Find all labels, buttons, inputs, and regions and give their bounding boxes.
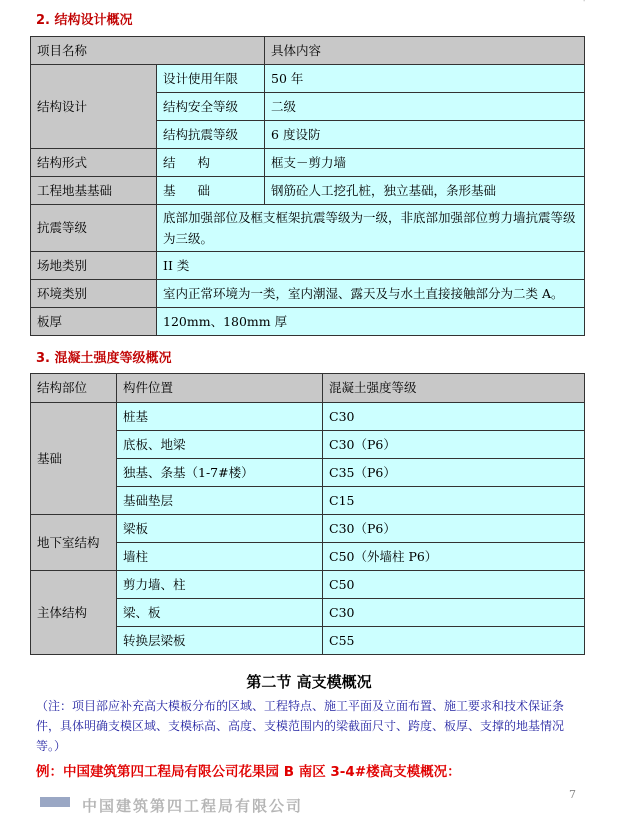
row-name-part: 基 (163, 182, 176, 198)
row-name-part: 构 (197, 154, 211, 170)
table-row (31, 177, 585, 205)
row-value: II 类 (157, 252, 585, 280)
note-paragraph: （注：项目部应补充高大模板分布的区域、工程特点、施工平面及立面布置、施工要求和技术保证条件，具体明确支模区域、支模标高、高度、支模范围内的梁截面尺寸、跨度、板厚、支撑的地基情况等。） (36, 699, 565, 753)
concrete-grade: C55 (323, 627, 585, 655)
header-project-name: 项目名称 (31, 37, 265, 65)
page-number: 7 (569, 788, 576, 801)
row-label-foundation: 工程地基基础 (31, 177, 157, 205)
table-row (31, 280, 585, 308)
table-row (31, 205, 585, 252)
structure-design-table (30, 36, 585, 336)
table-header-row (31, 37, 585, 65)
header-structure-part: 结构部位 (31, 374, 117, 403)
company-logo (40, 797, 70, 807)
row-name: 设计使用年限 (157, 65, 265, 93)
row-value: 框支－剪力墙 (265, 149, 585, 177)
row-label-environment: 环境类别 (31, 280, 157, 308)
component-position: 桩基 (117, 403, 323, 431)
row-label-structure-design: 结构设计 (31, 65, 157, 149)
table-row (31, 149, 585, 177)
row-name-part: 础 (197, 182, 211, 198)
table-row (31, 571, 585, 599)
row-value: 室内正常环境为一类，室内潮湿、露天及与水土直接接触部分为二类 A。 (157, 280, 585, 308)
table-row (31, 515, 585, 543)
concrete-grade: C30 (323, 599, 585, 627)
concrete-grade: C30（P6） (323, 431, 585, 459)
group-label-basement: 地下室结构 (31, 515, 117, 571)
row-value: 钢筋砼人工挖孔桩，独立基础，条形基础 (265, 177, 585, 205)
row-name: 结构安全等级 (157, 93, 265, 121)
table-row (31, 308, 585, 336)
table-row (31, 403, 585, 431)
row-value: 二级 (265, 93, 585, 121)
row-name (157, 149, 265, 177)
component-position: 底板、地梁 (117, 431, 323, 459)
concrete-grade: C15 (323, 487, 585, 515)
group-label-main-structure: 主体结构 (31, 571, 117, 655)
concrete-grade: C35（P6） (323, 459, 585, 487)
row-label-structure-form: 结构形式 (31, 149, 157, 177)
section-2-title: 2. 结构设计概况 (36, 13, 133, 28)
concrete-grade: C30 (323, 403, 585, 431)
example-heading: 例：中国建筑第四工程局有限公司花果园 B 南区 3-4#楼高支模概况： (36, 764, 461, 780)
concrete-grade: C50 (323, 571, 585, 599)
component-position: 独基、条基（1-7#楼） (117, 459, 323, 487)
footer-company-name: 中国建筑第四工程局有限公司 (82, 797, 304, 815)
group-label-foundation: 基础 (31, 403, 117, 515)
section-heading: 第二节 高支模概况 (246, 673, 372, 691)
component-position: 梁板 (117, 515, 323, 543)
component-position: 梁、板 (117, 599, 323, 627)
row-value: 50 年 (265, 65, 585, 93)
row-value: 6 度设防 (265, 121, 585, 149)
concrete-grade: C50（外墙柱 P6） (323, 543, 585, 571)
row-value: 120mm、180mm 厚 (157, 308, 585, 336)
table-row (31, 65, 585, 93)
row-value: 底部加强部位及框支框架抗震等级为一级，非底部加强部位剪力墙抗震等级为三级。 (157, 205, 585, 252)
row-label-slab: 板厚 (31, 308, 157, 336)
component-position: 基础垫层 (117, 487, 323, 515)
concrete-grade: C30（P6） (323, 515, 585, 543)
table-row (31, 252, 585, 280)
section-3-title: 3. 混凝土强度等级概况 (36, 351, 172, 366)
component-position: 墙柱 (117, 543, 323, 571)
corner-mark: ' (583, 0, 586, 7)
row-label-site: 场地类别 (31, 252, 157, 280)
row-name: 结构抗震等级 (157, 121, 265, 149)
header-concrete-grade: 混凝土强度等级 (323, 374, 585, 403)
header-content: 具体内容 (265, 37, 585, 65)
row-name-part: 结 (163, 154, 176, 170)
header-component-position: 构件位置 (117, 374, 323, 403)
component-position: 转换层梁板 (117, 627, 323, 655)
table-header-row (31, 374, 585, 403)
concrete-grade-table (30, 373, 585, 655)
row-label-seismic: 抗震等级 (31, 205, 157, 252)
component-position: 剪力墙、柱 (117, 571, 323, 599)
row-name (157, 177, 265, 205)
